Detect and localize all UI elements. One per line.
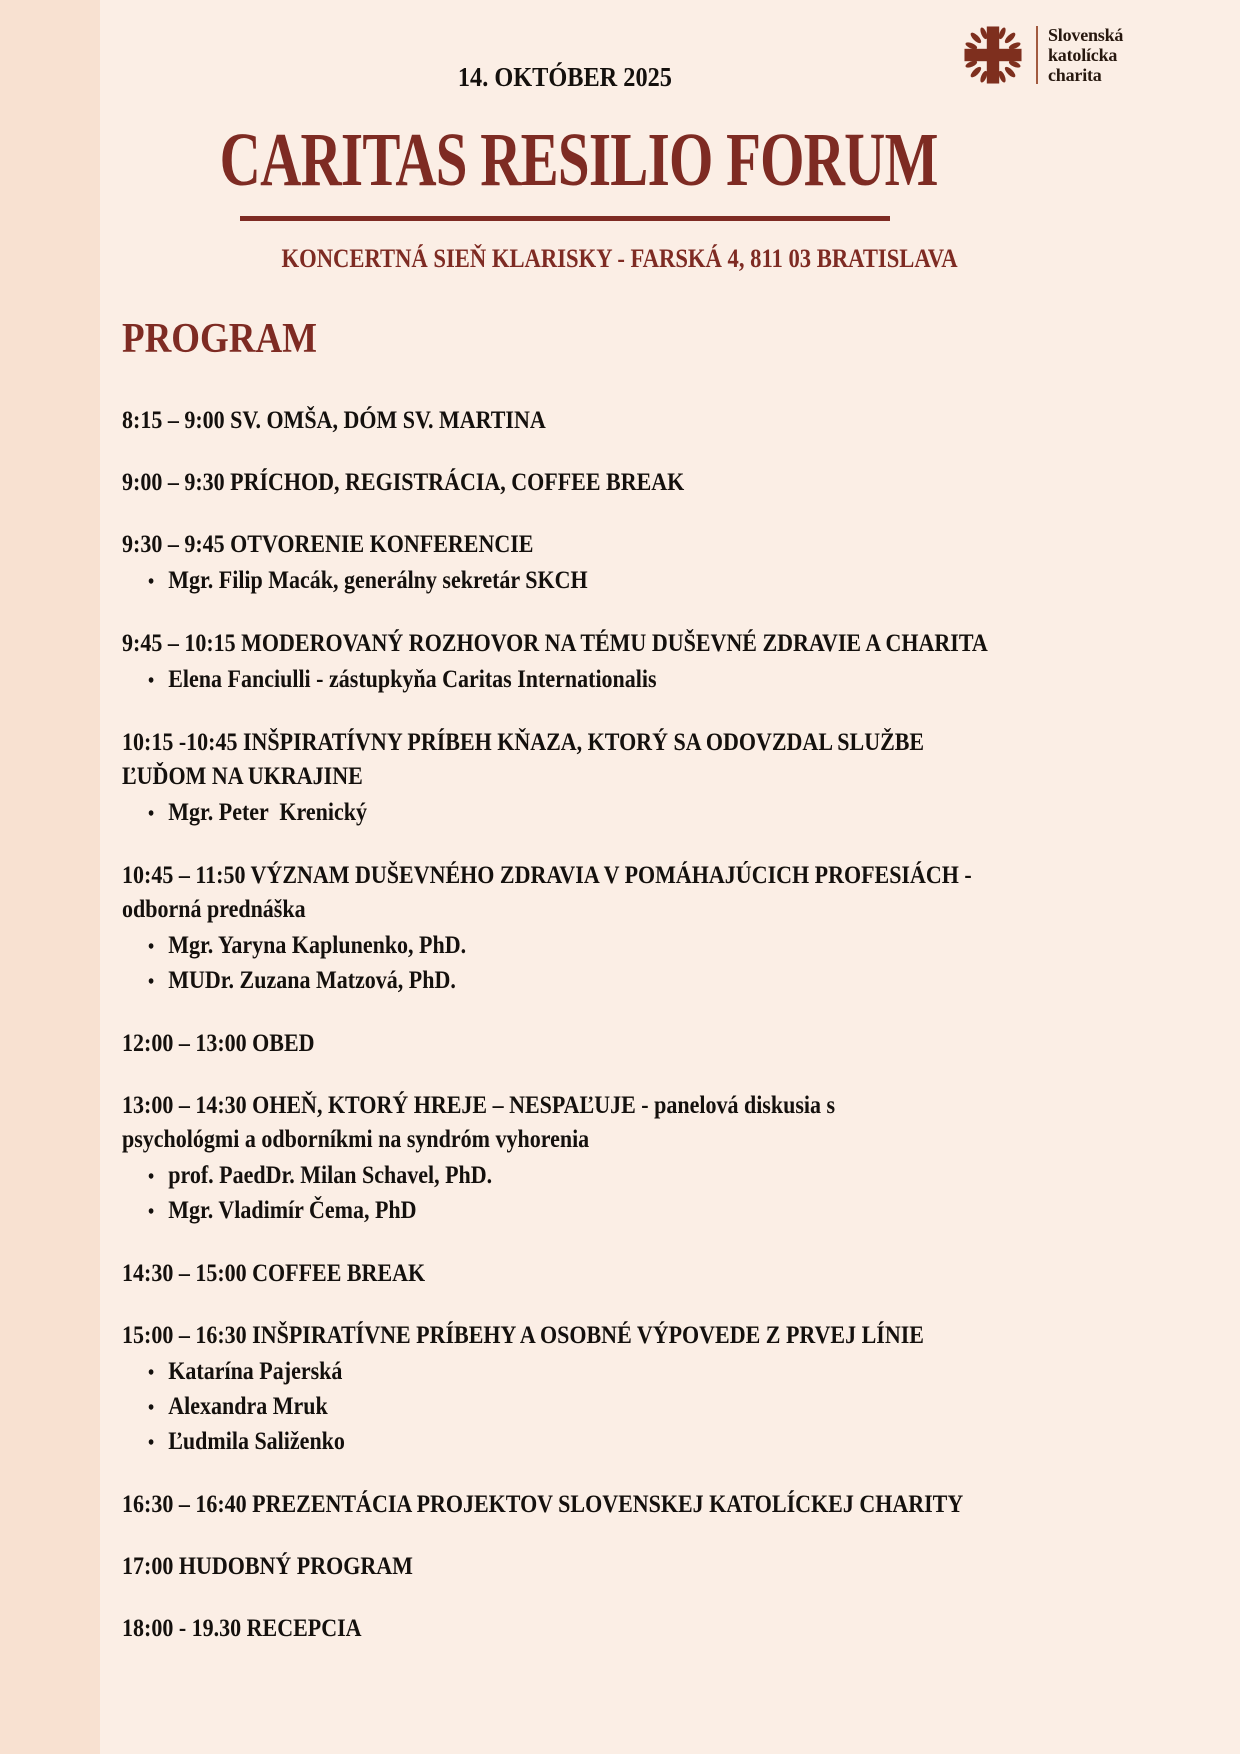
- speaker-name: MUDr. Zuzana Matzová, PhD.: [168, 967, 456, 994]
- speaker-name: prof. PaedDr. Milan Schavel, PhD.: [168, 1162, 493, 1189]
- schedule-item-title: [122, 627, 1162, 661]
- speaker-list: [122, 929, 1162, 999]
- speaker-list: [122, 663, 1162, 698]
- speaker-item: [148, 796, 1040, 831]
- speaker-list: [122, 1355, 1162, 1460]
- schedule-item: [122, 1488, 1162, 1522]
- schedule-item-title-line: 10:45 – 11:50 VÝZNAM DUŠEVNÉHO ZDRAVIA V POMÁHAJÚCICH PROFESIÁCH -: [122, 862, 972, 889]
- schedule-item-title: [122, 1488, 1162, 1522]
- bullet-icon: •: [148, 971, 155, 993]
- schedule-item-title: [122, 859, 1162, 927]
- schedule-item-title: [122, 528, 1162, 562]
- schedule-item-title-line: 9:45 – 10:15 MODEROVANÝ ROZHOVOR NA TÉMU DUŠEVNÉ ZDRAVIE A CHARITA: [122, 630, 988, 657]
- organization-name-line: charita: [1048, 65, 1102, 85]
- schedule-item: [122, 1027, 1162, 1061]
- schedule-item-title-line: ĽUĎOM NA UKRAJINE: [122, 763, 363, 790]
- speaker-list: [122, 796, 1162, 831]
- speaker-item: [148, 964, 1040, 999]
- schedule-item-title: [122, 1612, 1162, 1646]
- speaker-item: [148, 663, 1040, 698]
- schedule-item: [122, 1612, 1162, 1646]
- speaker-item: [148, 1159, 1040, 1194]
- speaker-name: Katarína Pajerská: [168, 1358, 343, 1385]
- speaker-name: Ľudmila Saliženko: [168, 1428, 345, 1455]
- organization-name-line: Slovenská: [1048, 25, 1124, 45]
- schedule-item-title-line: 18:00 - 19.30 RECEPCIA: [122, 1615, 362, 1642]
- title-block: [100, 118, 1030, 221]
- schedule-item-title-line: 16:30 – 16:40 PREZENTÁCIA PROJEKTOV SLOVENSKEJ KATOLÍCKEJ CHARITY: [122, 1491, 964, 1518]
- speaker-list: [122, 1159, 1162, 1229]
- schedule-item: [122, 1089, 1162, 1229]
- schedule-item-title: [122, 1089, 1162, 1157]
- schedule-item: [122, 1319, 1162, 1460]
- speaker-item: [148, 929, 1040, 964]
- event-date: 14. OKTÓBER 2025: [457, 62, 673, 92]
- schedule-item: [122, 859, 1162, 999]
- bullet-icon: •: [148, 1201, 155, 1223]
- speaker-name: Alexandra Mruk: [168, 1393, 328, 1420]
- venue-address: KONCERTNÁ SIEŇ KLARISKY - FARSKÁ 4, 811 03 BRATISLAVA: [281, 244, 959, 273]
- subtitle-row: [0, 244, 1240, 274]
- speaker-item: [148, 1390, 1040, 1425]
- speaker-item: [148, 564, 1040, 599]
- program-heading-row: [122, 316, 344, 362]
- bullet-icon: •: [148, 1166, 155, 1188]
- schedule-item-title-line: 14:30 – 15:00 COFFEE BREAK: [122, 1260, 426, 1287]
- schedule-item: [122, 404, 1162, 438]
- organization-name: [1048, 25, 1123, 85]
- schedule-item: [122, 726, 1162, 831]
- schedule-item-title: [122, 1027, 1162, 1061]
- event-title: CARITAS RESILIO FORUM: [219, 118, 938, 202]
- schedule-item: [122, 1257, 1162, 1291]
- bullet-icon: •: [148, 803, 155, 825]
- speaker-name: Mgr. Yaryna Kaplunenko, PhD.: [168, 932, 467, 959]
- schedule-item-title-line: 9:30 – 9:45 OTVORENIE KONFERENCIE: [122, 531, 534, 558]
- schedule-item-title-line: psychológmi a odborníkmi na syndróm vyhorenia: [122, 1126, 590, 1153]
- schedule-item-title: [122, 726, 1162, 794]
- organization-name-line: katolícka: [1048, 45, 1118, 65]
- logo-divider: [1036, 26, 1038, 84]
- title-underline: [240, 216, 890, 221]
- schedule-item: [122, 1550, 1162, 1584]
- caritas-cross-icon: [962, 24, 1024, 86]
- schedule-item-title-line: 8:15 – 9:00 SV. OMŠA, DÓM SV. MARTINA: [122, 407, 546, 434]
- schedule-item-title: [122, 1257, 1162, 1291]
- schedule-item-title-line: 17:00 HUDOBNÝ PROGRAM: [122, 1553, 413, 1580]
- speaker-name: Mgr. Peter Krenický: [168, 799, 368, 826]
- organization-logo: [962, 24, 1123, 86]
- speaker-item: [148, 1425, 1040, 1460]
- schedule-item: [122, 466, 1162, 500]
- bullet-icon: •: [148, 670, 155, 692]
- schedule-item-title-line: 10:15 -10:45 INŠPIRATÍVNY PRÍBEH KŇAZA, KTORÝ SA ODOVZDAL SLUŽBE: [122, 729, 925, 756]
- speaker-name: Elena Fanciulli - zástupkyňa Caritas Internationalis: [168, 666, 657, 693]
- bullet-icon: •: [148, 1432, 155, 1454]
- speaker-name: Mgr. Vladimír Čema, PhD: [168, 1197, 417, 1224]
- schedule-item-title-line: 12:00 – 13:00 OBED: [122, 1030, 315, 1057]
- schedule-item-title-line: 15:00 – 16:30 INŠPIRATÍVNE PRÍBEHY A OSOBNÉ VÝPOVEDE Z PRVEJ LÍNIE: [122, 1322, 924, 1349]
- schedule-item: [122, 627, 1162, 698]
- program-schedule: [122, 404, 1162, 1674]
- bullet-icon: •: [148, 1362, 155, 1384]
- speaker-list: [122, 564, 1162, 599]
- bullet-icon: •: [148, 936, 155, 958]
- bullet-icon: •: [148, 1397, 155, 1419]
- schedule-item-title: [122, 1550, 1162, 1584]
- schedule-item-title: [122, 1319, 1162, 1353]
- speaker-item: [148, 1194, 1040, 1229]
- speaker-item: [148, 1355, 1040, 1390]
- schedule-item-title: [122, 404, 1162, 438]
- schedule-item-title-line: 13:00 – 14:30 OHEŇ, KTORÝ HREJE – NESPAĽUJE - panelová diskusia s: [122, 1092, 836, 1119]
- schedule-item-title-line: odborná prednáška: [122, 896, 306, 923]
- speaker-name: Mgr. Filip Macák, generálny sekretár SKCH: [168, 567, 588, 594]
- program-heading: PROGRAM: [122, 316, 318, 362]
- schedule-item-title-line: 9:00 – 9:30 PRÍCHOD, REGISTRÁCIA, COFFEE BREAK: [122, 469, 685, 496]
- bullet-icon: •: [148, 571, 155, 593]
- schedule-item-title: [122, 466, 1162, 500]
- schedule-item: [122, 528, 1162, 599]
- date-row: [100, 62, 1030, 93]
